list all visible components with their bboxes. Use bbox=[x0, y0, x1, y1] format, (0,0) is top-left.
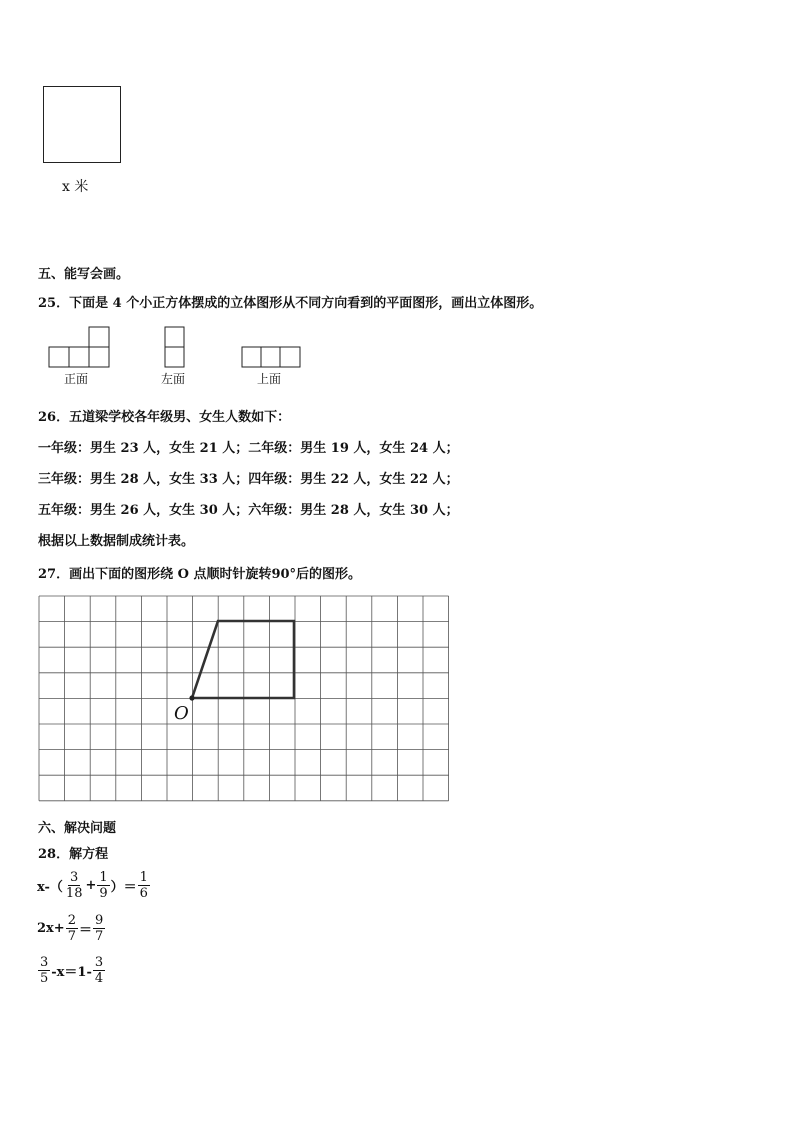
eq1-part-a: x-（ bbox=[37, 880, 63, 895]
square-side-label: x 米 bbox=[62, 179, 89, 195]
eq2-part-b: ＝ bbox=[78, 923, 92, 938]
equation-3 bbox=[37, 955, 106, 986]
point-o-label: O bbox=[174, 703, 189, 724]
trapezoid-shape bbox=[192, 621, 294, 698]
q26-row-2: 三年级：男生 28 人，女生 33 人；四年级：男生 22 人，女生 22 人； bbox=[38, 472, 459, 487]
eq2-part-a: 2x+ bbox=[37, 921, 65, 936]
eq3-part-a: -x＝1- bbox=[51, 965, 92, 980]
point-o bbox=[189, 695, 194, 700]
eq1-frac-2: $\frac{1}{9}$ bbox=[99, 870, 108, 901]
section5-title: 五、能写会画。 bbox=[38, 267, 130, 282]
square-figure bbox=[43, 86, 121, 163]
q26-title: 26．五道梁学校各年级男、女生人数如下： bbox=[38, 410, 291, 425]
eq3-frac-1: $\frac{3}{5}$ bbox=[40, 955, 49, 986]
eq1-part-b: ）＝ bbox=[110, 880, 137, 895]
q26-instruction: 根据以上数据制成统计表。 bbox=[38, 534, 195, 549]
left-view bbox=[165, 327, 184, 367]
q27-text: 27．画出下面的图形绕 O 点顺时针旋转90°后的图形。 bbox=[38, 567, 362, 582]
eq1-frac-3: $\frac{1}{6}$ bbox=[139, 870, 148, 901]
caption-top: 上面 bbox=[257, 372, 282, 386]
eq3-frac-2: $\frac{3}{4}$ bbox=[94, 955, 104, 986]
q25-views-figure bbox=[46, 326, 316, 372]
section6-title: 六、解决问题 bbox=[38, 821, 117, 836]
q27-grid bbox=[38, 595, 450, 805]
equation-1 bbox=[37, 870, 151, 901]
caption-front: 正面 bbox=[64, 372, 89, 386]
top-view bbox=[242, 347, 300, 367]
eq1-frac-1: $\frac{3}{18}$ bbox=[65, 870, 83, 901]
q28-title: 28．解方程 bbox=[38, 847, 109, 862]
q26-row-3: 五年级：男生 26 人，女生 30 人；六年级：男生 28 人，女生 30 人； bbox=[38, 503, 459, 518]
q26-row-1: 一年级：男生 23 人，女生 21 人；二年级：男生 19 人，女生 24 人； bbox=[38, 441, 459, 456]
front-view bbox=[49, 327, 109, 367]
q25-text: 25．下面是 4 个小正方体摆成的立体图形从不同方向看到的平面图形，画出立体图形。 bbox=[38, 296, 543, 311]
equation-2 bbox=[37, 913, 106, 944]
caption-left: 左面 bbox=[161, 372, 186, 386]
eq2-frac-1: $\frac{2}{7}$ bbox=[67, 913, 76, 944]
eq2-frac-2: $\frac{9}{7}$ bbox=[95, 913, 104, 944]
eq1-plus: + bbox=[85, 878, 97, 893]
